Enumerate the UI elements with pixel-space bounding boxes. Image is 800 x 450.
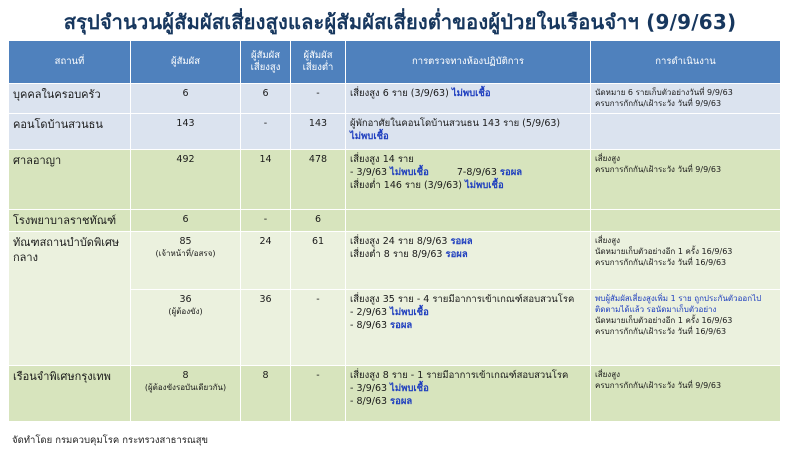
- cell-action: [591, 366, 781, 422]
- action-line: ครบการกักกัน/เฝ้าระวัง วันที่ 9/9/63: [595, 381, 722, 390]
- table-row: [9, 150, 781, 210]
- cell-high: -: [241, 114, 291, 150]
- lab-text: เสี่ยงสูง 8 ราย - 1 รายมีอาการเข้าเกณฑ์สอบสวนโรค: [350, 370, 569, 381]
- table-row: [9, 84, 781, 114]
- header-low-risk: ผู้สัมผัส เสี่ยงต่ำ: [291, 41, 346, 84]
- lab-line: [350, 166, 586, 179]
- cell-low: 478: [291, 150, 346, 210]
- lab-text: เสี่ยงต่ำ 8 ราย 8/9/63: [350, 249, 446, 260]
- contacts-count: 85: [179, 236, 192, 247]
- header-contacts: ผู้สัมผัส: [131, 41, 241, 84]
- table-row: [9, 366, 781, 422]
- cell-high: 36: [241, 290, 291, 366]
- cell-lab: [346, 232, 591, 290]
- lab-result: รอผล: [450, 236, 473, 247]
- cell-low: 143: [291, 114, 346, 150]
- action-line: ครบการกักกัน/เฝ้าระวัง วันที่ 9/9/63: [595, 99, 722, 108]
- lab-result: ไม่พบเชื้อ: [451, 88, 491, 99]
- cell-lab: [346, 366, 591, 422]
- lab-line: [350, 179, 586, 192]
- action-line: นัดหมายเก็บตัวอย่างอีก 1 ครั้ง 16/9/63: [595, 316, 733, 325]
- table-header-row: [9, 41, 781, 84]
- contacts-count: 36: [179, 294, 192, 305]
- lab-result: ไม่พบเชื้อ: [464, 180, 504, 191]
- action-line: เสี่ยงสูง: [595, 236, 620, 245]
- action-line: เสี่ยงสูง: [595, 370, 620, 379]
- lab-result: รอผล: [499, 167, 523, 178]
- cell-action: [591, 114, 781, 150]
- table-row: [9, 114, 781, 150]
- contacts-note: (ผู้ต้องขังรอบันเดียวกัน): [144, 383, 227, 392]
- page-title: สรุปจำนวนผู้สัมผัสเสี่ยงสูงและผู้สัมผัสเสี่ยงต่ำของผู้ป่วยในเรือนจำฯ (9/9/63): [63, 10, 737, 34]
- table-row: [9, 232, 781, 290]
- cell-contacts: [131, 366, 241, 422]
- cell-contacts: 143: [131, 114, 241, 150]
- header-high-risk: ผู้สัมผัส เสี่ยงสูง: [241, 41, 291, 84]
- action-line: ครบการกักกัน/เฝ้าระวัง วันที่ 16/9/63: [595, 258, 727, 267]
- cell-high: 14: [241, 150, 291, 210]
- cell-lab: [346, 84, 591, 114]
- cell-contacts: [131, 290, 241, 366]
- lab-date: - 3/9/63: [350, 383, 391, 394]
- header-action: การดำเนินงาน: [591, 41, 781, 84]
- action-line: ครบการกักกัน/เฝ้าระวัง วันที่ 16/9/63: [595, 327, 727, 336]
- header-place: สถานที่: [9, 41, 131, 84]
- contacts-note: (ผู้ต้องขัง): [168, 307, 203, 316]
- lab-text: เสี่ยงสูง 14 ราย: [350, 154, 414, 165]
- cell-contacts: [131, 232, 241, 290]
- cell-contacts: 492: [131, 150, 241, 210]
- cell-lab: [346, 290, 591, 366]
- action-line: นัดหมายเก็บตัวอย่างอีก 1 ครั้ง 16/9/63: [595, 247, 733, 256]
- lab-date: - 3/9/63: [350, 167, 391, 178]
- lab-text: เสี่ยงต่ำ 146 ราย (3/9/63): [350, 180, 465, 191]
- cell-low: -: [291, 84, 346, 114]
- cell-lab: [346, 150, 591, 210]
- cell-lab: [346, 210, 591, 232]
- lab-result: ไม่พบเชื้อ: [390, 383, 429, 394]
- lab-text: เสี่ยงสูง 35 ราย - 4 รายมีอาการเข้าเกณฑ์สอบสวนโรค: [350, 294, 575, 305]
- cell-low: 61: [291, 232, 346, 290]
- action-line: พบผู้สัมผัสเสี่ยงสูงเพิ่ม 1 ราย ถูกประกันตัวออกไปติดตามได้แล้ว รอนัดมาเก็บตัวอย่าง: [595, 294, 762, 314]
- lab-result: รอผล: [445, 249, 468, 260]
- cell-high: 24: [241, 232, 291, 290]
- cell-place: เรือนจำพิเศษกรุงเทพ: [9, 366, 131, 422]
- lab-result: ไม่พบเชื้อ: [390, 167, 429, 178]
- cell-place: ทัณฑสถานบำบัดพิเศษกลาง: [9, 232, 131, 366]
- cell-action: [591, 232, 781, 290]
- lab-result: ไม่พบเชื้อ: [390, 307, 429, 318]
- contacts-note: (เจ้าหน้าที่/อสรจ): [155, 249, 216, 258]
- footer-credit: จัดทำโดย กรมควบคุมโรค กระทรวงสาธารณสุข: [12, 435, 208, 446]
- header-lab: การตรวจทางห้องปฏิบัติการ: [346, 41, 591, 84]
- cell-contacts: 6: [131, 210, 241, 232]
- cell-high: -: [241, 210, 291, 232]
- action-line: ครบการกักกัน/เฝ้าระวัง วันที่ 9/9/63: [595, 165, 722, 174]
- lab-text: เสี่ยงสูง 24 ราย 8/9/63: [350, 236, 451, 247]
- contacts-table: [8, 40, 781, 422]
- contacts-count: 8: [182, 370, 189, 381]
- lab-text: ผู้พักอาศัยในคอนโดบ้านสวนธน 143 ราย (5/9/63): [350, 118, 561, 129]
- cell-place: บุคคลในครอบครัว: [9, 84, 131, 114]
- lab-result: ไม่พบเชื้อ: [350, 131, 389, 142]
- cell-high: 6: [241, 84, 291, 114]
- lab-result: รอผล: [390, 396, 413, 407]
- cell-low: -: [291, 290, 346, 366]
- lab-date: - 2/9/63: [350, 307, 391, 318]
- cell-high: 8: [241, 366, 291, 422]
- action-line: นัดหมาย 6 รายเก็บตัวอย่างวันที่ 9/9/63: [595, 88, 733, 97]
- lab-date: - 8/9/63: [350, 320, 391, 331]
- cell-action: [591, 84, 781, 114]
- cell-action: [591, 290, 781, 366]
- cell-contacts: 6: [131, 84, 241, 114]
- table-row: [9, 210, 781, 232]
- cell-action: [591, 210, 781, 232]
- cell-place: คอนโดบ้านสวนธน: [9, 114, 131, 150]
- lab-date: - 8/9/63: [350, 396, 391, 407]
- cell-low: 6: [291, 210, 346, 232]
- action-line: เสี่ยงสูง: [595, 154, 620, 163]
- cell-place: โรงพยาบาลราชทัณฑ์: [9, 210, 131, 232]
- lab-date: 7-8/9/63: [456, 167, 500, 178]
- cell-low: -: [291, 366, 346, 422]
- lab-text: เสี่ยงสูง 6 ราย (3/9/63): [350, 88, 452, 99]
- lab-result: รอผล: [390, 320, 413, 331]
- cell-place: ศาลอาญา: [9, 150, 131, 210]
- cell-action: [591, 150, 781, 210]
- cell-lab: [346, 114, 591, 150]
